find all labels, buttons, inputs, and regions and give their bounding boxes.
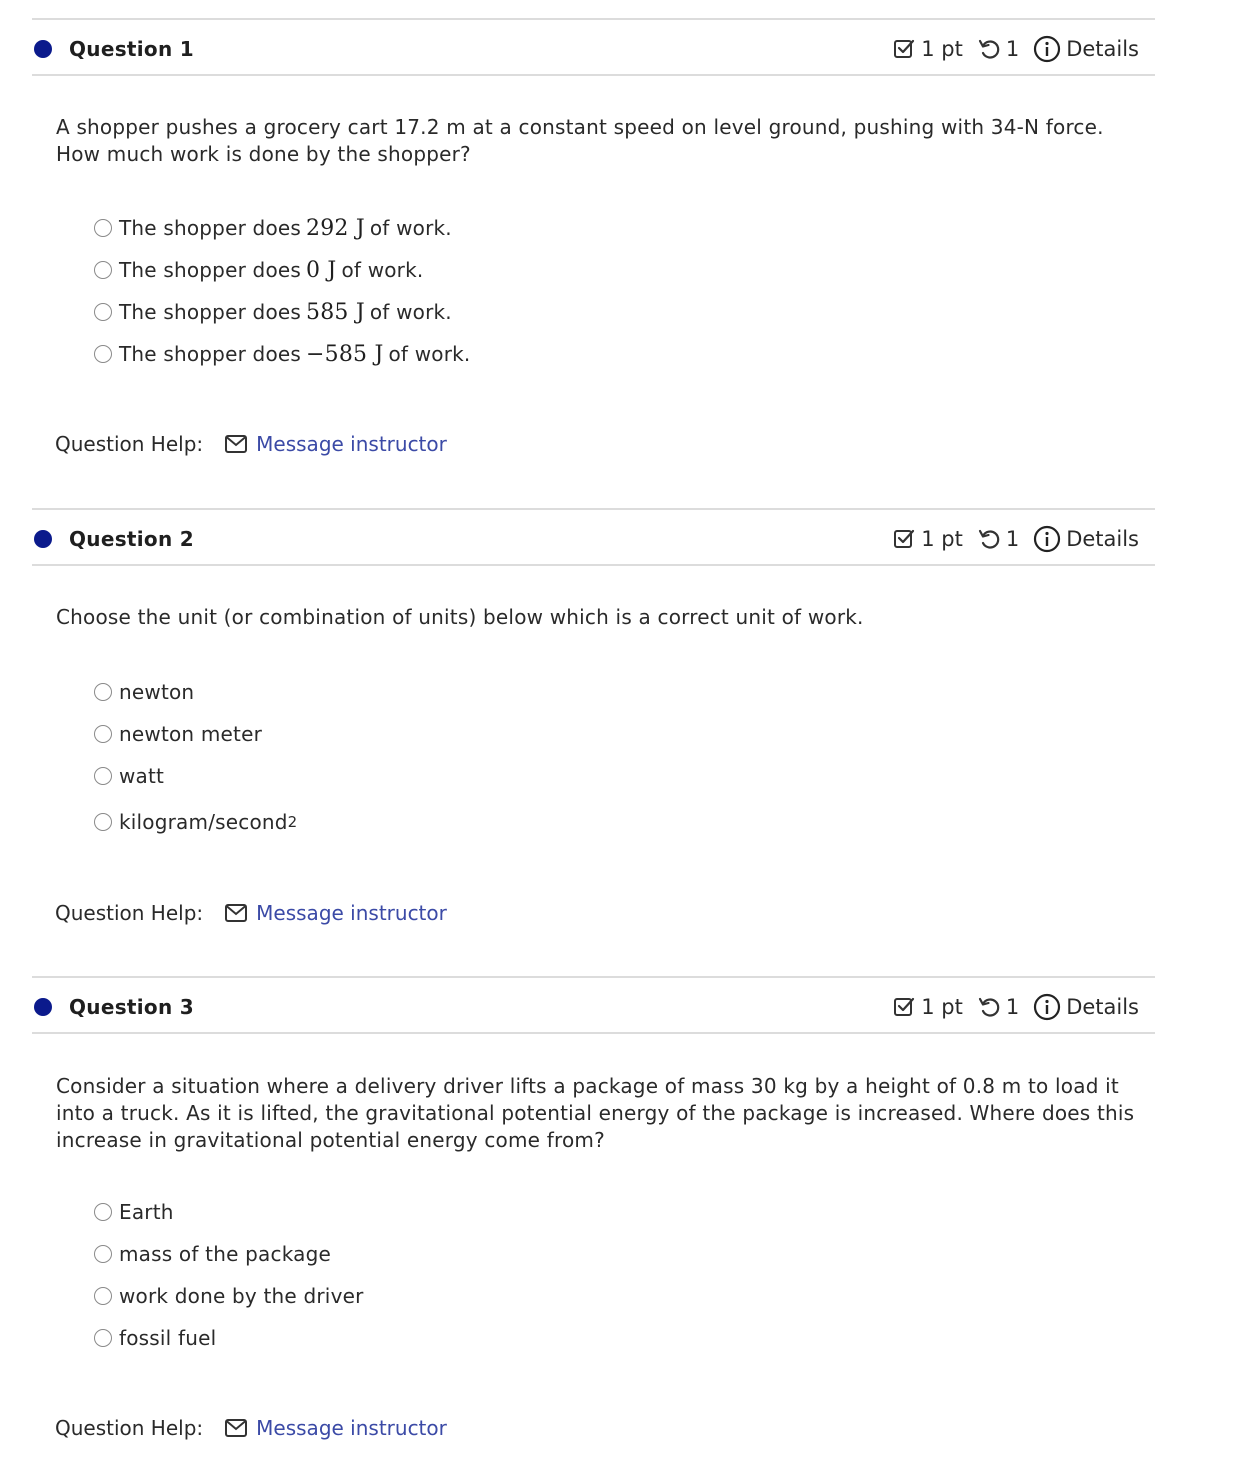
radio-button[interactable] [94,1287,112,1305]
option-text: kilogram/second [119,810,288,834]
points-value: 1 pt [921,37,963,61]
points-value: 1 pt [921,527,963,551]
question-status-dot [34,40,52,58]
question-meta [892,35,1139,63]
answer-options [94,671,297,847]
option-math: 0 J [306,257,337,283]
details-link[interactable]: Details [1066,527,1139,551]
answer-option[interactable] [94,713,297,755]
question-help-label: Question Help: [55,432,204,456]
checkbox-icon [892,527,916,551]
option-text: of work. [341,258,424,282]
question-status-dot [34,530,52,548]
question-meta [892,993,1139,1021]
question-3 [32,976,1155,1440]
question-help [55,1416,447,1440]
message-instructor-label[interactable]: Message instructor [256,432,447,456]
radio-button[interactable] [94,303,112,321]
option-text: newton [119,680,195,704]
retry-icon [977,995,1001,1019]
details-link[interactable]: Details [1066,37,1139,61]
question-text: A shopper pushes a grocery cart 17.2 m at a constant speed on level ground, pushing with 34-N force. How much work is done by the shopper? [56,115,1104,166]
message-instructor-link[interactable] [224,432,447,456]
answer-option[interactable] [94,333,470,375]
option-text: Earth [119,1200,174,1224]
attempts-value: 1 [1005,527,1020,551]
answer-option[interactable] [94,671,297,713]
option-text: The shopper does [119,216,302,240]
radio-button[interactable] [94,1329,112,1347]
answer-option[interactable] [94,1317,364,1359]
mail-icon [224,434,248,454]
question-status-dot [34,998,52,1016]
mail-icon [224,1418,248,1438]
info-icon[interactable] [1033,993,1061,1021]
question-1 [32,18,1155,456]
option-math: 585 J [306,299,365,325]
option-text: The shopper does [119,258,302,282]
message-instructor-label[interactable]: Message instructor [256,901,447,925]
radio-button[interactable] [94,725,112,743]
answer-option[interactable] [94,249,470,291]
option-text: The shopper does [119,342,302,366]
question-help-label: Question Help: [55,1416,204,1440]
answer-options [94,1191,364,1359]
retry-icon [977,37,1001,61]
question-help [55,432,447,456]
question-text: Consider a situation where a delivery driver lifts a package of mass 30 kg by a height of 0.8 m to load it into a truck. As it is lifted, the gravitational potential energy of the package is increased. Where does this increase in gravitational potential energy come from? [56,1074,1135,1152]
details-link[interactable]: Details [1066,995,1139,1019]
attempts-value: 1 [1005,995,1020,1019]
answer-option[interactable] [94,1275,364,1317]
question-2 [32,508,1155,925]
option-text: of work. [369,216,452,240]
option-text: of work. [369,300,452,324]
option-text: The shopper does [119,300,302,324]
mail-icon [224,903,248,923]
question-title: Question 3 [69,995,194,1019]
question-header [32,976,1155,1034]
radio-button[interactable] [94,813,112,831]
answer-option[interactable] [94,797,297,847]
answer-option[interactable] [94,1191,364,1233]
retry-icon [977,527,1001,551]
option-math: 292 J [306,215,365,241]
answer-option[interactable] [94,291,470,333]
option-text: work done by the driver [119,1284,364,1308]
points-value: 1 pt [921,995,963,1019]
message-instructor-link[interactable] [224,901,447,925]
radio-button[interactable] [94,261,112,279]
option-superscript: 2 [287,813,298,831]
radio-button[interactable] [94,767,112,785]
info-icon[interactable] [1033,35,1061,63]
question-help-label: Question Help: [55,901,204,925]
question-header [32,508,1155,566]
question-help [55,901,447,925]
answer-option[interactable] [94,207,470,249]
radio-button[interactable] [94,345,112,363]
attempts-value: 1 [1005,37,1020,61]
option-text: mass of the package [119,1242,331,1266]
radio-button[interactable] [94,1245,112,1263]
question-title: Question 2 [69,527,194,551]
answer-option[interactable] [94,755,297,797]
question-meta [892,525,1139,553]
info-icon[interactable] [1033,525,1061,553]
radio-button[interactable] [94,1203,112,1221]
option-text: of work. [388,342,471,366]
question-header [32,18,1155,76]
option-math: −585 J [306,341,384,367]
option-text: fossil fuel [119,1326,217,1350]
answer-options [94,207,470,375]
option-text: watt [119,764,165,788]
message-instructor-label[interactable]: Message instructor [256,1416,447,1440]
answer-option[interactable] [94,1233,364,1275]
checkbox-icon [892,995,916,1019]
question-text: Choose the unit (or combination of units) below which is a correct unit of work. [56,605,864,629]
message-instructor-link[interactable] [224,1416,447,1440]
question-title: Question 1 [69,37,194,61]
radio-button[interactable] [94,219,112,237]
radio-button[interactable] [94,683,112,701]
checkbox-icon [892,37,916,61]
option-text: newton meter [119,722,263,746]
